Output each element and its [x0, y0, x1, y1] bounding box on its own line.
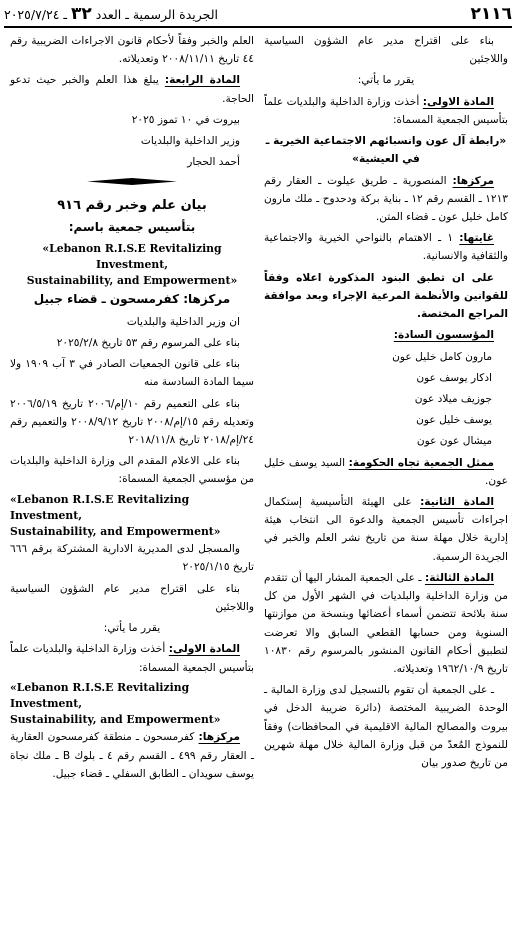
section-divider [87, 178, 177, 185]
hq-text: المنصورية ـ طريق عيلوت ـ العقار رقم ١٢١٣ ـ القسم رقم ١٢ ـ بناية بركة ودحدوح ـ ملك مارون كامل خليل عون ـ قضاء المتن. [264, 174, 508, 223]
notice-headquarters [10, 289, 254, 310]
based-on-3: بناء على التعميم رقم ١٠/إم/٢٠٠٦ تاريخ ٢٠٠٦/٥/١٩ وتعديله رقم ١٥/إم/٢٠٠٨ تاريخ ٢٠٠٨/٩/١٢ والتعميم رقم ٢٤/إم/٢٠١٨ تاريخ ٢٠١٨/١١/٨ [10, 397, 254, 447]
hq-label: مركزها: [183, 292, 231, 307]
article-4 [10, 71, 254, 107]
issue-number: ٣٢ [71, 4, 92, 25]
goal-text: ١ ـ الاهتمام بالنواحي الخيرية والاجتماعية والثقافية والانسانية. [264, 232, 508, 263]
article-text: أخذت وزارة الداخلية والبلديات علماً بتأسيس الجمعية المسماة: [10, 643, 254, 674]
hq-text: كفرمسحون ـ قضاء جبيل [33, 292, 180, 307]
founder-name: ادكار يوسف عون [416, 371, 492, 384]
article-3-continued: ـ على الجمعية أن تقوم بالتسجيل لدى وزارة المالية ـ الوحدة الضريبية المختصة (دائرة ضريبة الدخل في بيروت والمصالح المالية الاقليمية في المحافظات) وفقاً للنموذج المُعدّ من قبل وزارة المالية خلال مهلة شهرين من تاريخ صدور بيان [264, 684, 508, 770]
article-text: أخذت وزارة الداخلية والبلديات علماً بتأسيس الجمعية المسماة: [264, 95, 508, 126]
founders-list [264, 348, 508, 451]
founder-name: جوزيف ميلاد عون [414, 392, 492, 405]
association-name-en-line: Sustainability, and Empowerment» [10, 713, 221, 727]
based-on-1: بناء على المرسوم رقم ٥٣ تاريخ ٢٠٢٥/٢/٨ [56, 336, 240, 349]
association-name-en-line: Sustainability, and Empowerment» [26, 273, 238, 287]
issue-date: ـ ٢٠٢٥/٧/٢٤ [4, 7, 68, 23]
gazette-title [4, 0, 218, 29]
article-label: المادة الاولى: [168, 643, 241, 656]
article-text: على الهيئة التأسيسية إستكمال اجراءات تأسيس الجمعية والدعوة الى انتخاب هيئة إدارية خلال مهلة سنة من تاريخ نشر العلم والخبر في الجريدة الرسمية. [264, 496, 508, 563]
page-number: ٢١١٦ [470, 4, 512, 25]
founders-label: المؤسسون السادة: [393, 329, 494, 342]
article-text: ـ على الجمعية المشار اليها أن تتقدم من وزارة الداخلية والبلديات في الشهر الأول من كل سنة بلائحة تتضمن أسماء أعضائها وبنسخة من موازنتها السنوية ومن حسابها القطعي السابق والا تعرضت لتطبيق أحكام القانون المنشور بالمرسوم رقم ١٠٨٣٠ تاريخ ١٩٦٢/١٠/٩ وتعديلاته. [264, 571, 508, 675]
apply-clause: على ان تطبق البنود المذكورة اعلاه وفقاً للقوانين والأنظمة المرعية الإجراء وبعد موافقة المراجع المختصة. [264, 271, 508, 321]
article-label: المادة الثانية: [420, 496, 494, 509]
association-name-en-line: «Lebanon R.I.S.E Revitalizing Investment, [10, 680, 190, 710]
continued-paragraph: العلم والخبر وفقاً لأحكام قانون الاجراءات الضريبية رقم ٤٤ تاريخ ٢٠٠٨/١١/١١ وتعديلاته. [10, 35, 254, 66]
founder-name: ميشال عون عون [416, 435, 492, 448]
article-label: المادة الثالثة: [424, 571, 494, 584]
headquarters [264, 172, 508, 227]
association-name-en-line: «Lebanon R.I.S.E Revitalizing Investment, [42, 241, 222, 271]
article-2 [264, 493, 508, 566]
association-name-en [10, 241, 254, 290]
registration: والمسجل لدى المديرية الادارية المشتركة برقم ٦٦٦ تاريخ ٢٠٢٥/١/١٥ [10, 543, 254, 574]
article-text: يبلغ هذا العلم والخبر حيث تدعو الحاجة. [10, 74, 254, 105]
article-label: المادة الرابعة: [164, 74, 240, 87]
minister-line: ان وزير الداخلية والبلديات [126, 315, 240, 328]
hq-text: كفرمسحون ـ منطقة كفرمسحون العقارية ـ العقار رقم ٤٩٩ ـ القسم رقم ٤ ـ بلوك B ـ ملك نجاة يوسف سويدان ـ الطابق السفلي ـ قضاء جبيل. [10, 731, 254, 780]
hq-label: مركزها: [198, 731, 240, 744]
intro-paragraph: بناء على اقتراح مدير عام الشؤون السياسية واللاجئين [264, 35, 508, 66]
notice-title: بيان علم وخبر رقم ٩١٦ [57, 197, 207, 213]
headquarters [10, 728, 254, 783]
goals [264, 229, 508, 265]
association-name-en-line: «Lebanon R.I.S.E Revitalizing Investment, [10, 492, 190, 522]
founder-name: يوسف خليل عون [416, 414, 492, 427]
rep-text: السيد يوسف خليل عون. [264, 456, 508, 487]
based-on-2: بناء على قانون الجمعيات الصادر في ٣ آب ١٩٠٩ ولا سيما المادة السادسة منه [10, 358, 254, 389]
based-on-4: بناء على الاعلام المقدم الى وزارة الداخلية والبلديات من مؤسسي الجمعية المسماة: [10, 455, 254, 486]
based-on-5: بناء على اقتراح مدير عام الشؤون السياسية واللاجئين [10, 582, 254, 613]
minister-name: أحمد الحجار [187, 156, 240, 169]
notice-subtitle: بتأسيس جمعية باسم: [68, 219, 196, 234]
association-name: «رابطة آل عون وانسبائهم الاجتماعية الخيرية ـ في العيشية» [265, 135, 507, 166]
place-date: بيروت في ١٠ تموز ٢٠٢٥ [131, 113, 240, 126]
left-column [10, 32, 254, 786]
association-name-en-line: Sustainability, and Empowerment» [10, 525, 221, 539]
association-name-en [10, 680, 254, 729]
article-3 [264, 569, 508, 678]
right-column [264, 32, 508, 775]
founder-name: مارون كامل خليل عون [392, 350, 492, 363]
decides-line: يقرر ما يأتي: [103, 622, 161, 635]
decides-line: يقرر ما يأتي: [357, 74, 415, 87]
page-header [4, 4, 512, 28]
gazette-name: الجريدة الرسمية ـ العدد [95, 7, 219, 23]
hq-label: مركزها: [452, 174, 494, 187]
goal-label: غايتها: [459, 232, 494, 245]
minister-title: وزير الداخلية والبلديات [140, 135, 240, 148]
article-label: المادة الاولى: [422, 95, 495, 108]
rep-label: ممثل الجمعية تجاه الحكومة: [348, 456, 494, 469]
article-1 [264, 93, 508, 129]
article-1 [10, 640, 254, 676]
representative [264, 454, 508, 490]
association-name-en [10, 492, 254, 541]
